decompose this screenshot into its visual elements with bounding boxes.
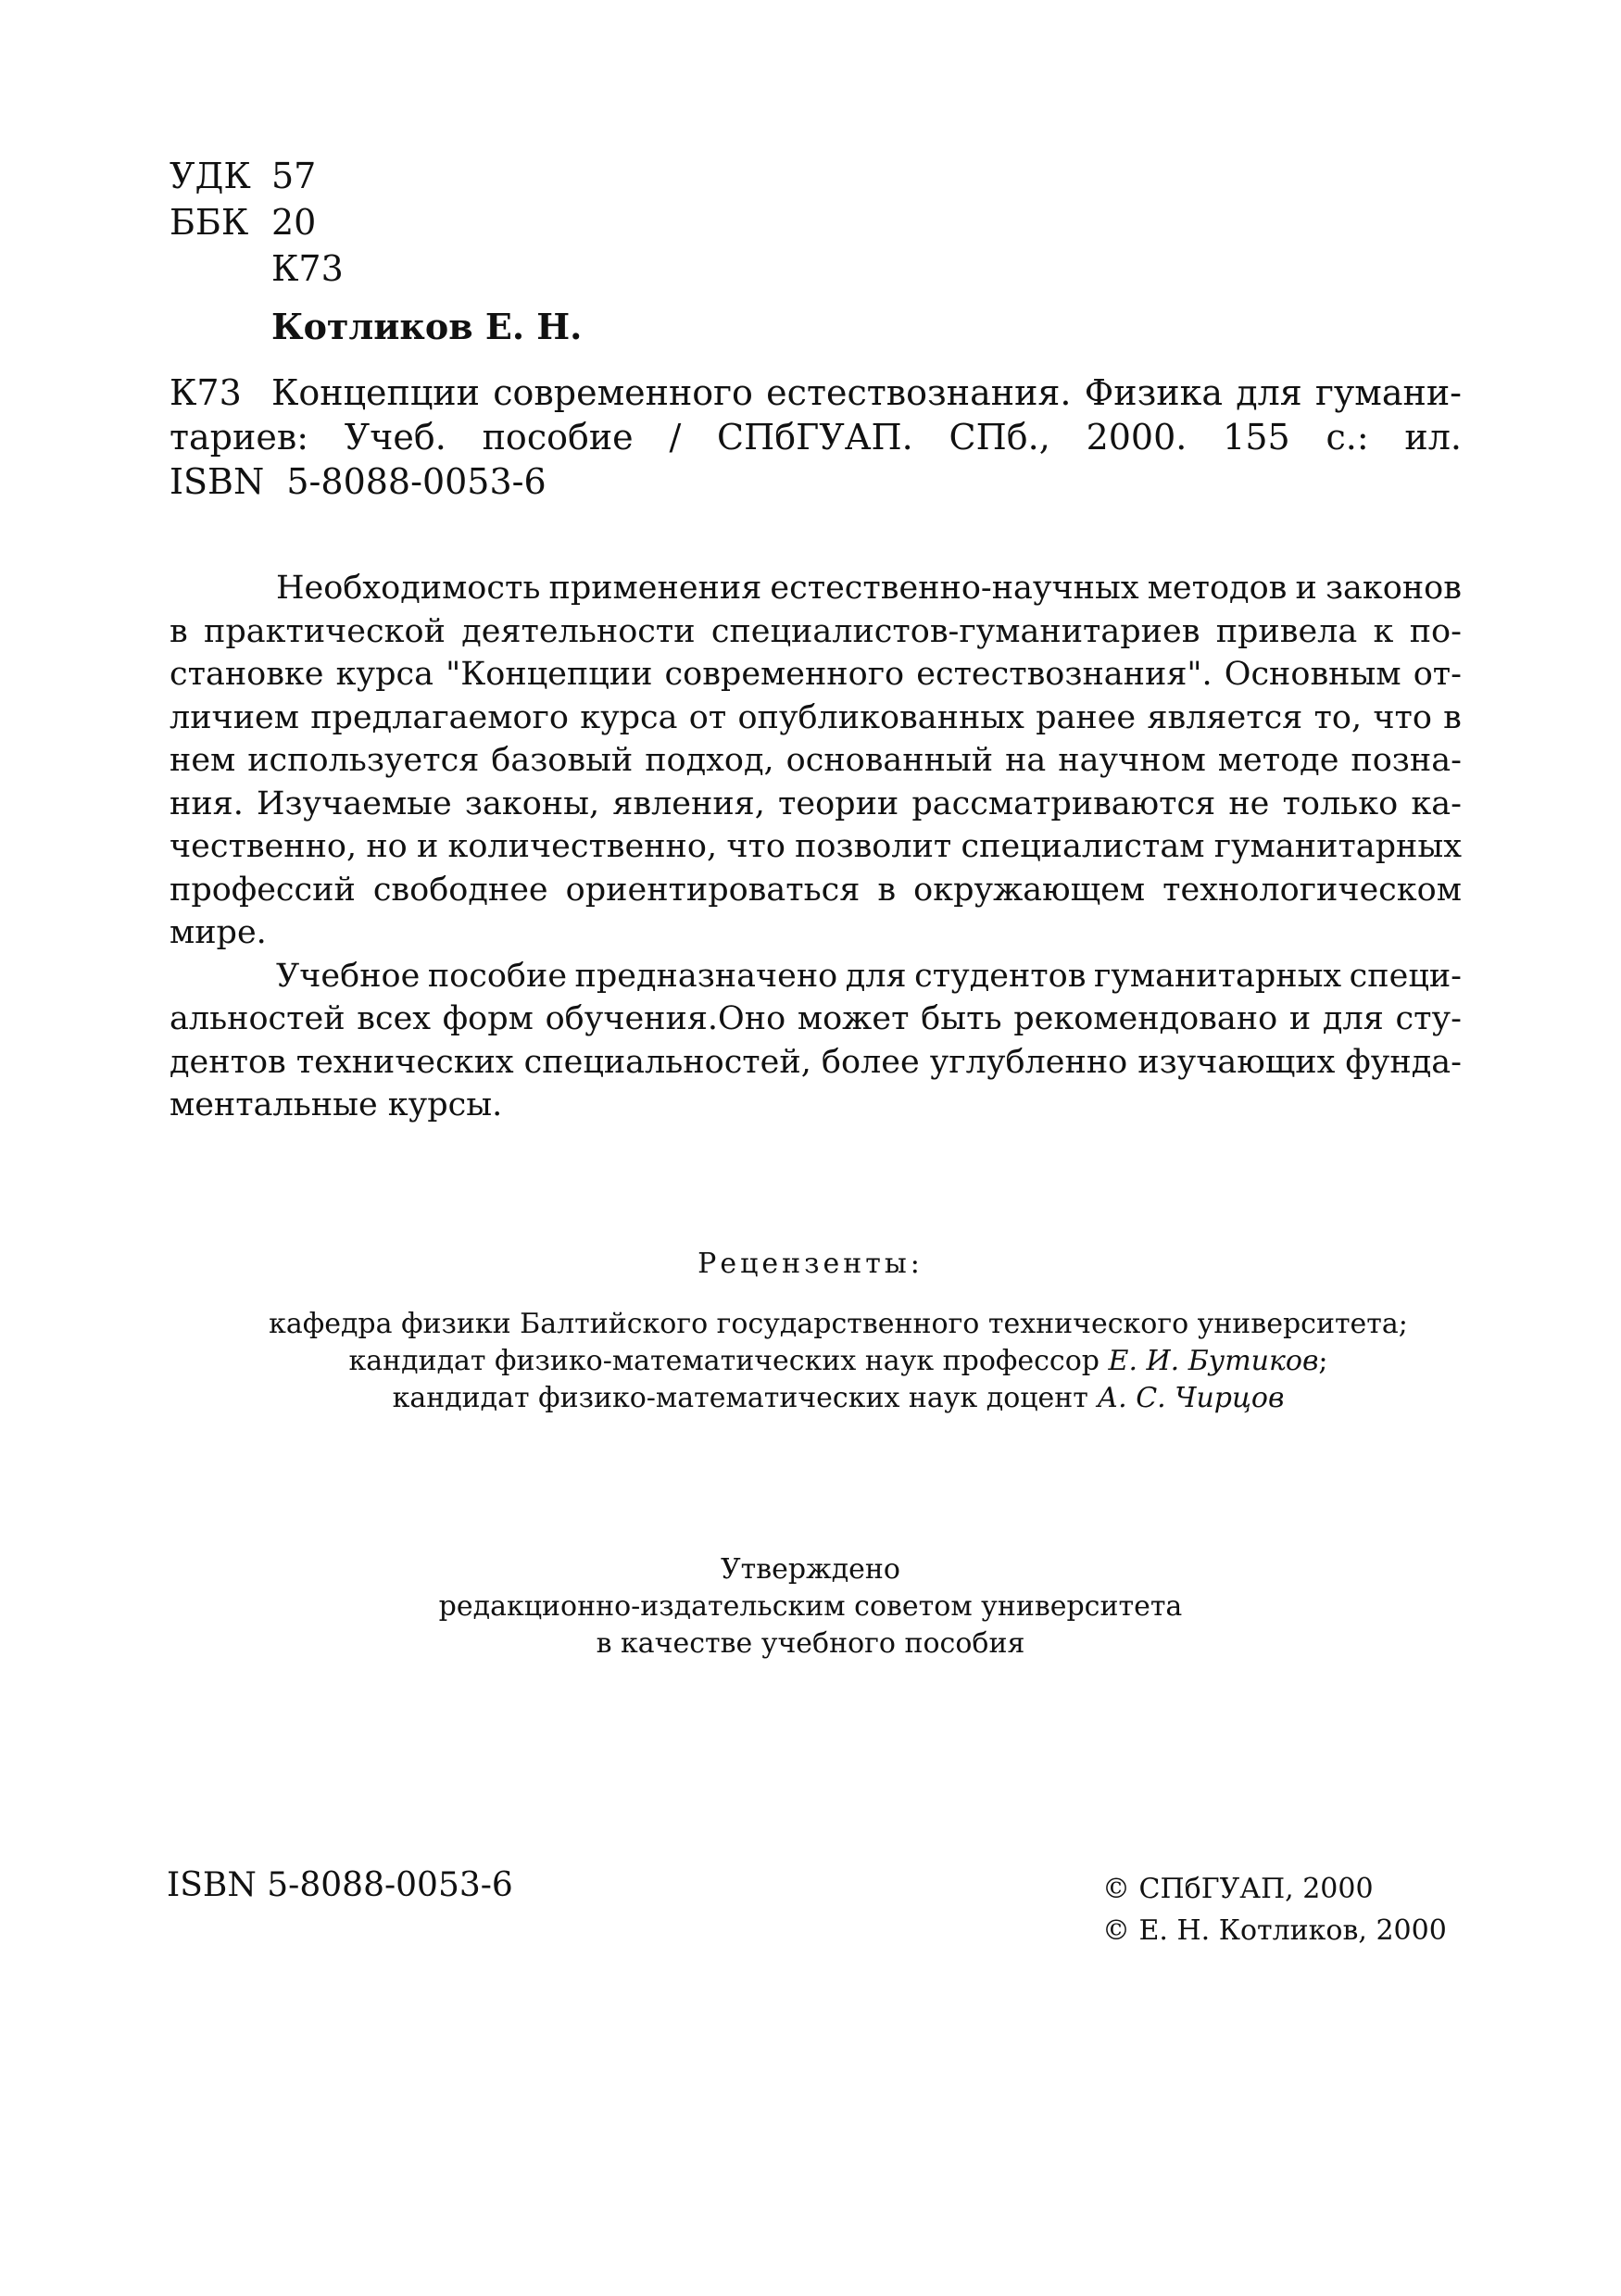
abstract-line (170, 696, 1462, 740)
abstract-word: законы, (464, 784, 600, 822)
abstract-line (170, 955, 1462, 998)
abstract-word: является (1147, 698, 1303, 736)
biblio-word: с.: (1326, 417, 1369, 458)
abstract-word: технических (295, 1043, 514, 1081)
abstract-line (170, 739, 1462, 783)
bbk-label: ББК (170, 202, 249, 243)
abstract-word: курса (335, 656, 434, 693)
reviewer-2 (28, 1343, 1621, 1380)
biblio-word: 155 (1223, 417, 1290, 458)
abstract-word: рекомендовано (1013, 1000, 1278, 1037)
reviewer-3-name: А. С. Чирцов (1097, 1382, 1285, 1414)
abstract-word: базовый (491, 742, 634, 779)
abstract-word: практической (204, 612, 446, 650)
abstract-word: ранее (1036, 698, 1137, 736)
udk-line (170, 153, 316, 199)
abstract-word: быть (921, 1000, 1002, 1037)
abstract-word: методе (1217, 742, 1339, 779)
abstract-word: что (726, 828, 785, 865)
abstract-word: только (1282, 784, 1399, 822)
bbk-value: 20 (271, 202, 317, 243)
biblio-word: Учеб. (344, 417, 446, 458)
abstract-word: сту- (1395, 1000, 1462, 1037)
abstract-word: не (1228, 784, 1270, 822)
abstract-word: то, (1313, 698, 1363, 736)
abstract-word: позна- (1351, 742, 1462, 779)
abstract-word: на (1005, 742, 1047, 779)
abstract-word: Изучаемые (257, 784, 452, 822)
abstract-word: Необходимость (276, 570, 541, 607)
biblio-word: СПбГУАП. (717, 417, 913, 458)
abstract-word: всех (357, 1000, 432, 1037)
abstract-word: технологическом (1162, 871, 1462, 909)
abstract-word: гуманитарных (1213, 828, 1462, 865)
copyright-publisher: © СПбГУАП, 2000 (1102, 1873, 1374, 1905)
abstract-word: окружающем (913, 871, 1146, 909)
abstract-word: студентов (914, 957, 1087, 995)
abstract-line (170, 1041, 1462, 1085)
reviewer-2-name: Е. И. Бутиков (1108, 1345, 1319, 1377)
biblio-line-2 (170, 415, 1462, 459)
abstract-word: Учебное (276, 957, 421, 995)
abstract-word: пособие (427, 957, 568, 995)
abstract-word: "Концепции (446, 656, 653, 693)
abstract-word: современного (664, 656, 905, 693)
approval-line-1: Утверждено (720, 1553, 900, 1586)
abstract-word: к (1373, 612, 1394, 650)
abstract-line: мире. (170, 914, 267, 951)
abstract-word: и (416, 828, 439, 865)
abstract-word: и (1288, 1000, 1312, 1037)
abstract-word: чественно, (170, 828, 358, 865)
abstract-word: форм (442, 1000, 534, 1037)
biblio-title: Концепции современного естествознания. Физика для гумани- (271, 372, 1462, 413)
reviewers-heading: Рецензенты: (697, 1248, 924, 1280)
abstract-line (170, 783, 1462, 826)
abstract-word: для (1322, 1000, 1384, 1037)
abstract-line (170, 567, 1462, 610)
abstract-word: специальностей, (523, 1043, 811, 1081)
reviewers-section (0, 1246, 1621, 1283)
abstract-word: законов (1325, 570, 1462, 607)
abstract-word: специ- (1349, 957, 1462, 995)
reviewer-2-end: ; (1318, 1345, 1328, 1377)
abstract-word: профессий (170, 871, 356, 909)
abstract-line (170, 997, 1462, 1041)
abstract-word: в (877, 871, 897, 909)
abstract-line (170, 653, 1462, 696)
abstract-word: применения (548, 570, 762, 607)
reviewer-1: кафедра физики Балтийского государственного технического университета; (269, 1308, 1408, 1340)
approval-line-2: редакционно-издательским советом университета (438, 1590, 1183, 1623)
abstract-word: углубленно (929, 1043, 1128, 1081)
abstract-word: дентов (170, 1043, 286, 1081)
abstract-word: предназначено (574, 957, 838, 995)
reviewer-3-title: кандидат физико-математических наук доцент (392, 1382, 1098, 1414)
abstract-word: методов (1147, 570, 1288, 607)
abstract-word: для (845, 957, 907, 995)
abstract-line (170, 869, 1462, 912)
abstract-word: рассматриваются (911, 784, 1216, 822)
abstract-word: от- (1413, 656, 1462, 693)
approval-line-3: в качестве учебного пособия (596, 1627, 1025, 1660)
abstract-word: ка- (1411, 784, 1462, 822)
abstract-word: деятельности (461, 612, 696, 650)
abstract-word: основанный (785, 742, 994, 779)
abstract-word: более (821, 1043, 920, 1081)
reviewers-list (28, 1306, 1621, 1417)
abstract-word: естественно-научных (770, 570, 1139, 607)
biblio-word: пособие (482, 417, 634, 458)
abstract-word: количественно, (447, 828, 718, 865)
abstract-word: курса (580, 698, 678, 736)
abstract-word: опубликованных (737, 698, 1024, 736)
biblio-word: СПб., (949, 417, 1050, 458)
abstract-word: в (1443, 698, 1462, 736)
bbk-line (170, 199, 316, 245)
abstract-word: Основным (1224, 656, 1401, 693)
abstract-word: привела (1215, 612, 1358, 650)
udk-value: 57 (271, 156, 317, 196)
abstract-word: но (366, 828, 408, 865)
abstract-word: фунда- (1345, 1043, 1462, 1081)
abstract-word: в (170, 612, 188, 650)
author-mark: К73 (271, 248, 344, 289)
biblio-word: тариев: (170, 417, 309, 458)
udk-label: УДК (170, 156, 251, 196)
abstract-word: нем (170, 742, 236, 779)
abstract-word: естествознания". (916, 656, 1213, 693)
reviewer-3 (28, 1380, 1621, 1417)
abstract-line (170, 610, 1462, 654)
biblio-word: / (669, 417, 682, 458)
abstract-word: специалистов-гуманитариев (710, 612, 1200, 650)
copyright-author: © Е. Н. Котликов, 2000 (1102, 1914, 1447, 1947)
abstract-word: становке (170, 656, 324, 693)
abstract-word: по- (1409, 612, 1462, 650)
abstract-word: специалистам (961, 828, 1205, 865)
abstract-line: ментальные курсы. (170, 1086, 503, 1123)
abstract-word: явления, (612, 784, 765, 822)
abstract-word: научном (1058, 742, 1206, 779)
abstract-word: и (1295, 570, 1317, 607)
reviewer-2-title: кандидат физико-математических наук профессор (348, 1345, 1109, 1377)
abstract-word: личием (170, 698, 299, 736)
abstract-word: от (688, 698, 727, 736)
biblio-mark: К73 (170, 372, 242, 413)
biblio-isbn: ISBN 5-8088-0053-6 (170, 461, 547, 502)
abstract-word: теории (778, 784, 899, 822)
abstract-word: предлагаемого (310, 698, 569, 736)
abstract-word: свободнее (372, 871, 548, 909)
abstract-word: что (1373, 698, 1432, 736)
abstract-word: альностей (170, 1000, 346, 1037)
abstract-word: изучающих (1137, 1043, 1336, 1081)
abstract-word: может (797, 1000, 910, 1037)
abstract-word: подход, (645, 742, 774, 779)
abstract-word: ния. (170, 784, 244, 822)
abstract-line (170, 825, 1462, 869)
biblio-line-1 (170, 370, 1462, 415)
abstract-word: обучения.Оно (545, 1000, 786, 1037)
abstract-word: ориентироваться (565, 871, 861, 909)
biblio-word: 2000. (1086, 417, 1187, 458)
approval-section (0, 1551, 1621, 1662)
abstract-word: используется (247, 742, 480, 779)
abstract-word: позволит (795, 828, 952, 865)
author-name: Котликов Е. Н. (271, 306, 583, 347)
biblio-word: ил. (1404, 417, 1462, 458)
footer-isbn: ISBN 5-8088-0053-6 (167, 1866, 513, 1904)
abstract (170, 567, 1462, 1127)
bibliographic-description (170, 370, 1462, 504)
abstract-word: гуманитарных (1093, 957, 1342, 995)
